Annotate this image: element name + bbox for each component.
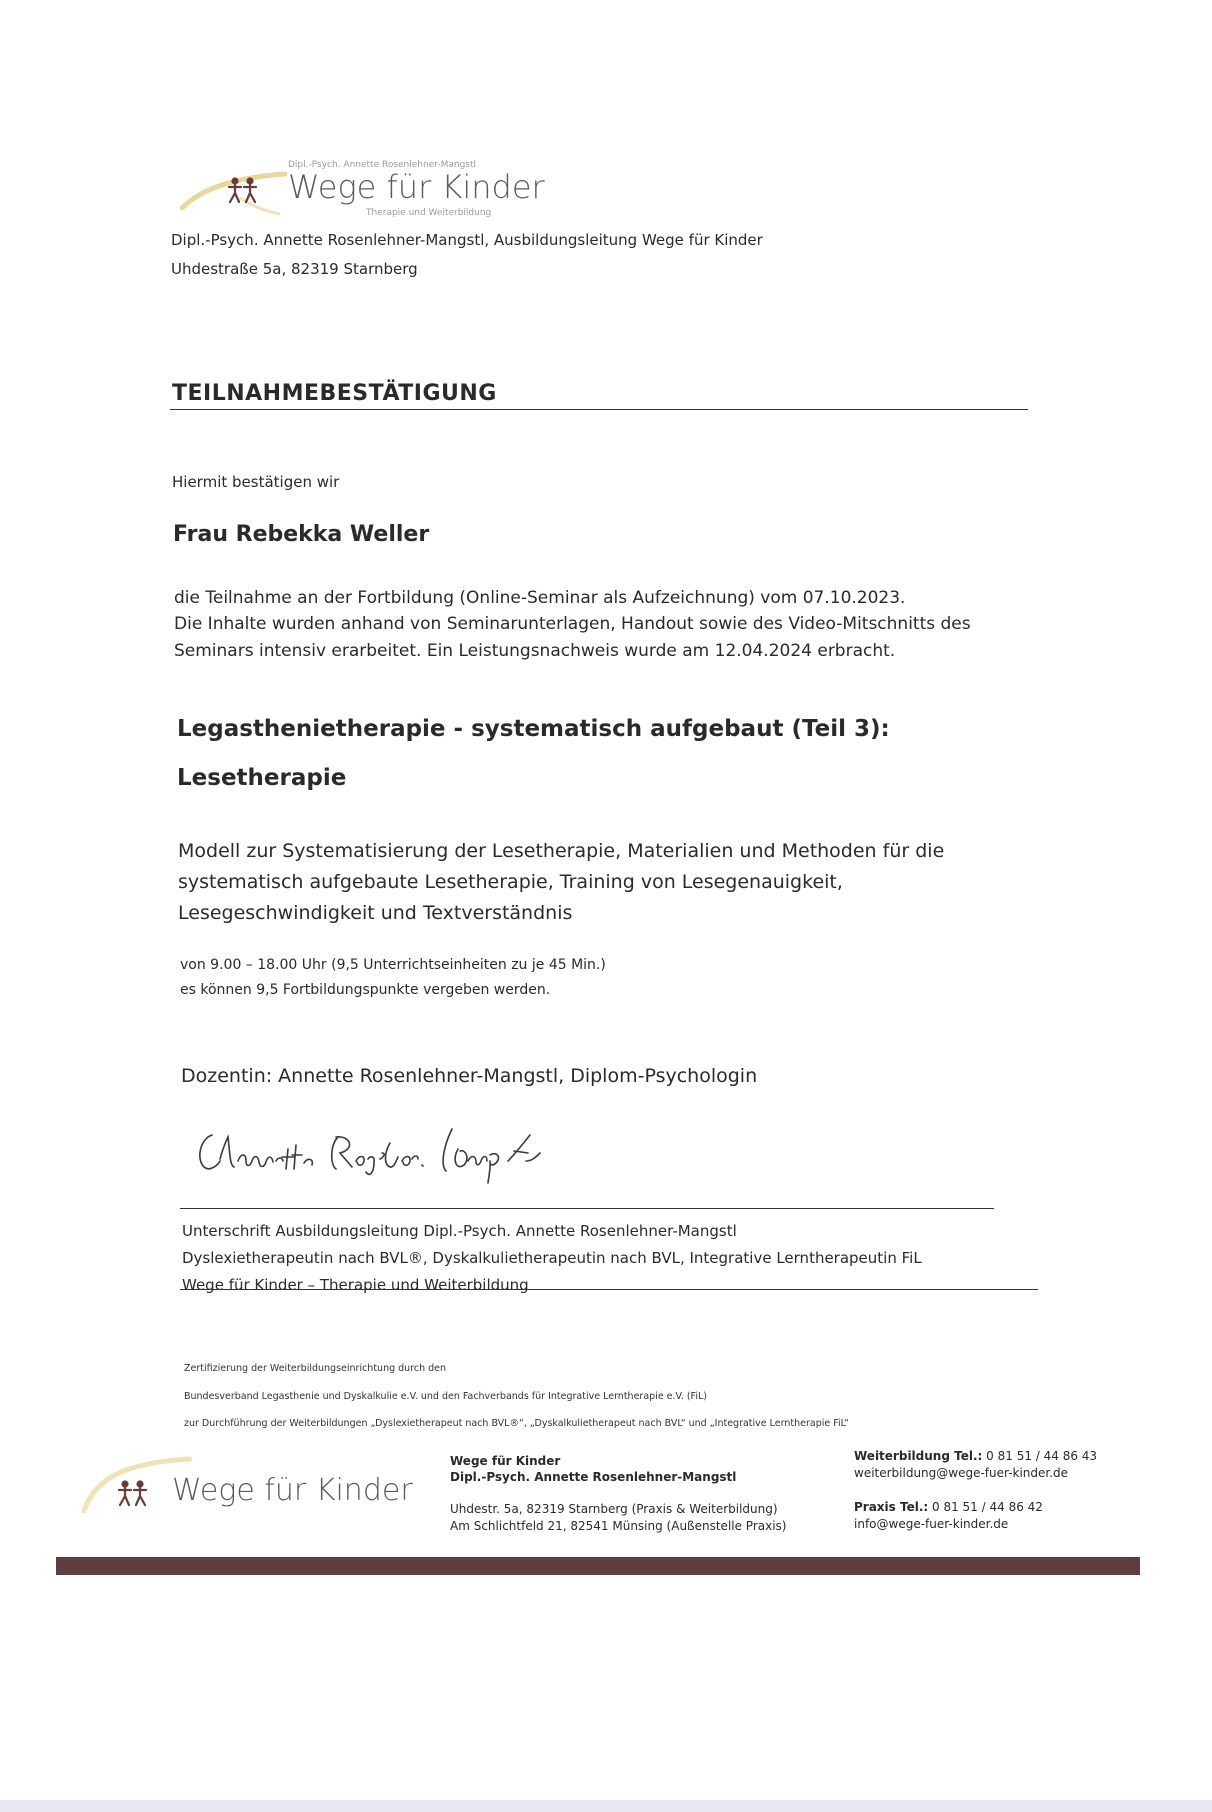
body-line-2: Die Inhalte wurden anhand von Seminarunterlagen, Handout sowie des Video-Mitschnitts des xyxy=(174,614,971,634)
time-line-1: von 9.00 – 18.00 Uhr (9,5 Unterrichtseinheiten zu je 45 Min.) xyxy=(180,957,606,973)
signature-block-line-2: Dyslexietherapeutin nach BVL®, Dyskalkulietherapeutin nach BVL, Integrative Lerntherapeutin FiL xyxy=(182,1249,922,1267)
course-title-line-1: Legasthenietherapie - systematisch aufgebaut (Teil 3): xyxy=(177,716,890,742)
footer-org-2: Dipl.-Psych. Annette Rosenlehner-Mangstl xyxy=(450,1470,737,1484)
certification-line-1: Zertifizierung der Weiterbildungseinrichtung durch den xyxy=(184,1363,447,1374)
footer-logo-title: Wege für Kinder xyxy=(172,1473,413,1508)
footer-praxis-phone xyxy=(854,1500,1043,1514)
weiterbildung-phone: 0 81 51 / 44 86 43 xyxy=(986,1449,1098,1463)
footer-logo xyxy=(80,1455,420,1525)
header-logo xyxy=(180,160,580,222)
signature-block-line-3: Wege für Kinder – Therapie und Weiterbildung xyxy=(182,1276,529,1294)
bottom-edge-tint xyxy=(0,1800,1212,1812)
course-title-line-2: Lesetherapie xyxy=(177,765,347,791)
weiterbildung-label: Weiterbildung Tel.: xyxy=(854,1449,983,1463)
signature-block-line-1: Unterschrift Ausbildungsleitung Dipl.-Psych. Annette Rosenlehner-Mangstl xyxy=(182,1222,737,1240)
footer-address-2: Am Schlichtfeld 21, 82541 Münsing (Außenstelle Praxis) xyxy=(450,1519,787,1533)
sender-line-1: Dipl.-Psych. Annette Rosenlehner-Mangstl, Ausbildungsleitung Wege für Kinder xyxy=(171,231,763,249)
participant-name: Frau Rebekka Weller xyxy=(173,522,430,547)
praxis-phone: 0 81 51 / 44 86 42 xyxy=(932,1500,1043,1514)
lecturer-line: Dozentin: Annette Rosenlehner-Mangstl, Diplom-Psychologin xyxy=(181,1065,758,1087)
body-line-3: Seminars intensiv erarbeitet. Ein Leistungsnachweis wurde am 12.04.2024 erbracht. xyxy=(174,641,896,661)
sender-line-2: Uhdestraße 5a, 82319 Starnberg xyxy=(171,260,418,278)
logo-top-text: Dipl.-Psych. Annette Rosenlehner-Mangstl xyxy=(288,160,477,170)
logo-title: Wege für Kinder xyxy=(288,168,545,206)
footer-weiterbildung-phone xyxy=(854,1449,1097,1463)
signature-block-underline xyxy=(180,1289,1038,1290)
course-desc-line-2: systematisch aufgebaute Lesetherapie, Training von Lesegenauigkeit, xyxy=(178,871,843,893)
course-desc-line-1: Modell zur Systematisierung der Lesetherapie, Materialien und Methoden für die xyxy=(178,840,945,862)
children-icon xyxy=(226,176,260,206)
footer-address-1: Uhdestr. 5a, 82319 Starnberg (Praxis & Weiterbildung) xyxy=(450,1502,778,1516)
certification-line-3: zur Durchführung der Weiterbildungen „Dyslexietherapeut nach BVL®“, „Dyskalkulietherapeut nach BVL“ und „Integrative Lerntherapie FiL“ xyxy=(184,1418,849,1429)
footer-color-bar xyxy=(56,1557,1140,1575)
footer-org-1: Wege für Kinder xyxy=(450,1454,561,1468)
course-desc-line-3: Lesegeschwindigkeit und Textverständnis xyxy=(178,902,573,924)
footer-children-icon xyxy=(116,1479,150,1509)
time-line-2: es können 9,5 Fortbildungspunkte vergeben werden. xyxy=(180,982,551,998)
certification-line-2: Bundesverband Legasthenie und Dyskalkulie e.V. und den Fachverbands für Integrative Lerntherapie e.V. (FiL) xyxy=(184,1391,707,1402)
footer-weiterbildung-email: weiterbildung@wege-fuer-kinder.de xyxy=(854,1466,1069,1480)
heading-underline xyxy=(170,409,1028,410)
logo-subtitle: Therapie und Weiterbildung xyxy=(366,208,492,218)
document-heading: TEILNAHMEBESTÄTIGUNG xyxy=(172,381,497,406)
body-line-1: die Teilnahme an der Fortbildung (Online-Seminar als Aufzeichnung) vom 07.10.2023. xyxy=(174,588,906,608)
handwritten-signature xyxy=(190,1115,630,1185)
praxis-label: Praxis Tel.: xyxy=(854,1500,929,1514)
signature-line xyxy=(180,1208,994,1209)
footer-praxis-email: info@wege-fuer-kinder.de xyxy=(854,1517,1009,1531)
intro-text: Hiermit bestätigen wir xyxy=(172,473,340,491)
